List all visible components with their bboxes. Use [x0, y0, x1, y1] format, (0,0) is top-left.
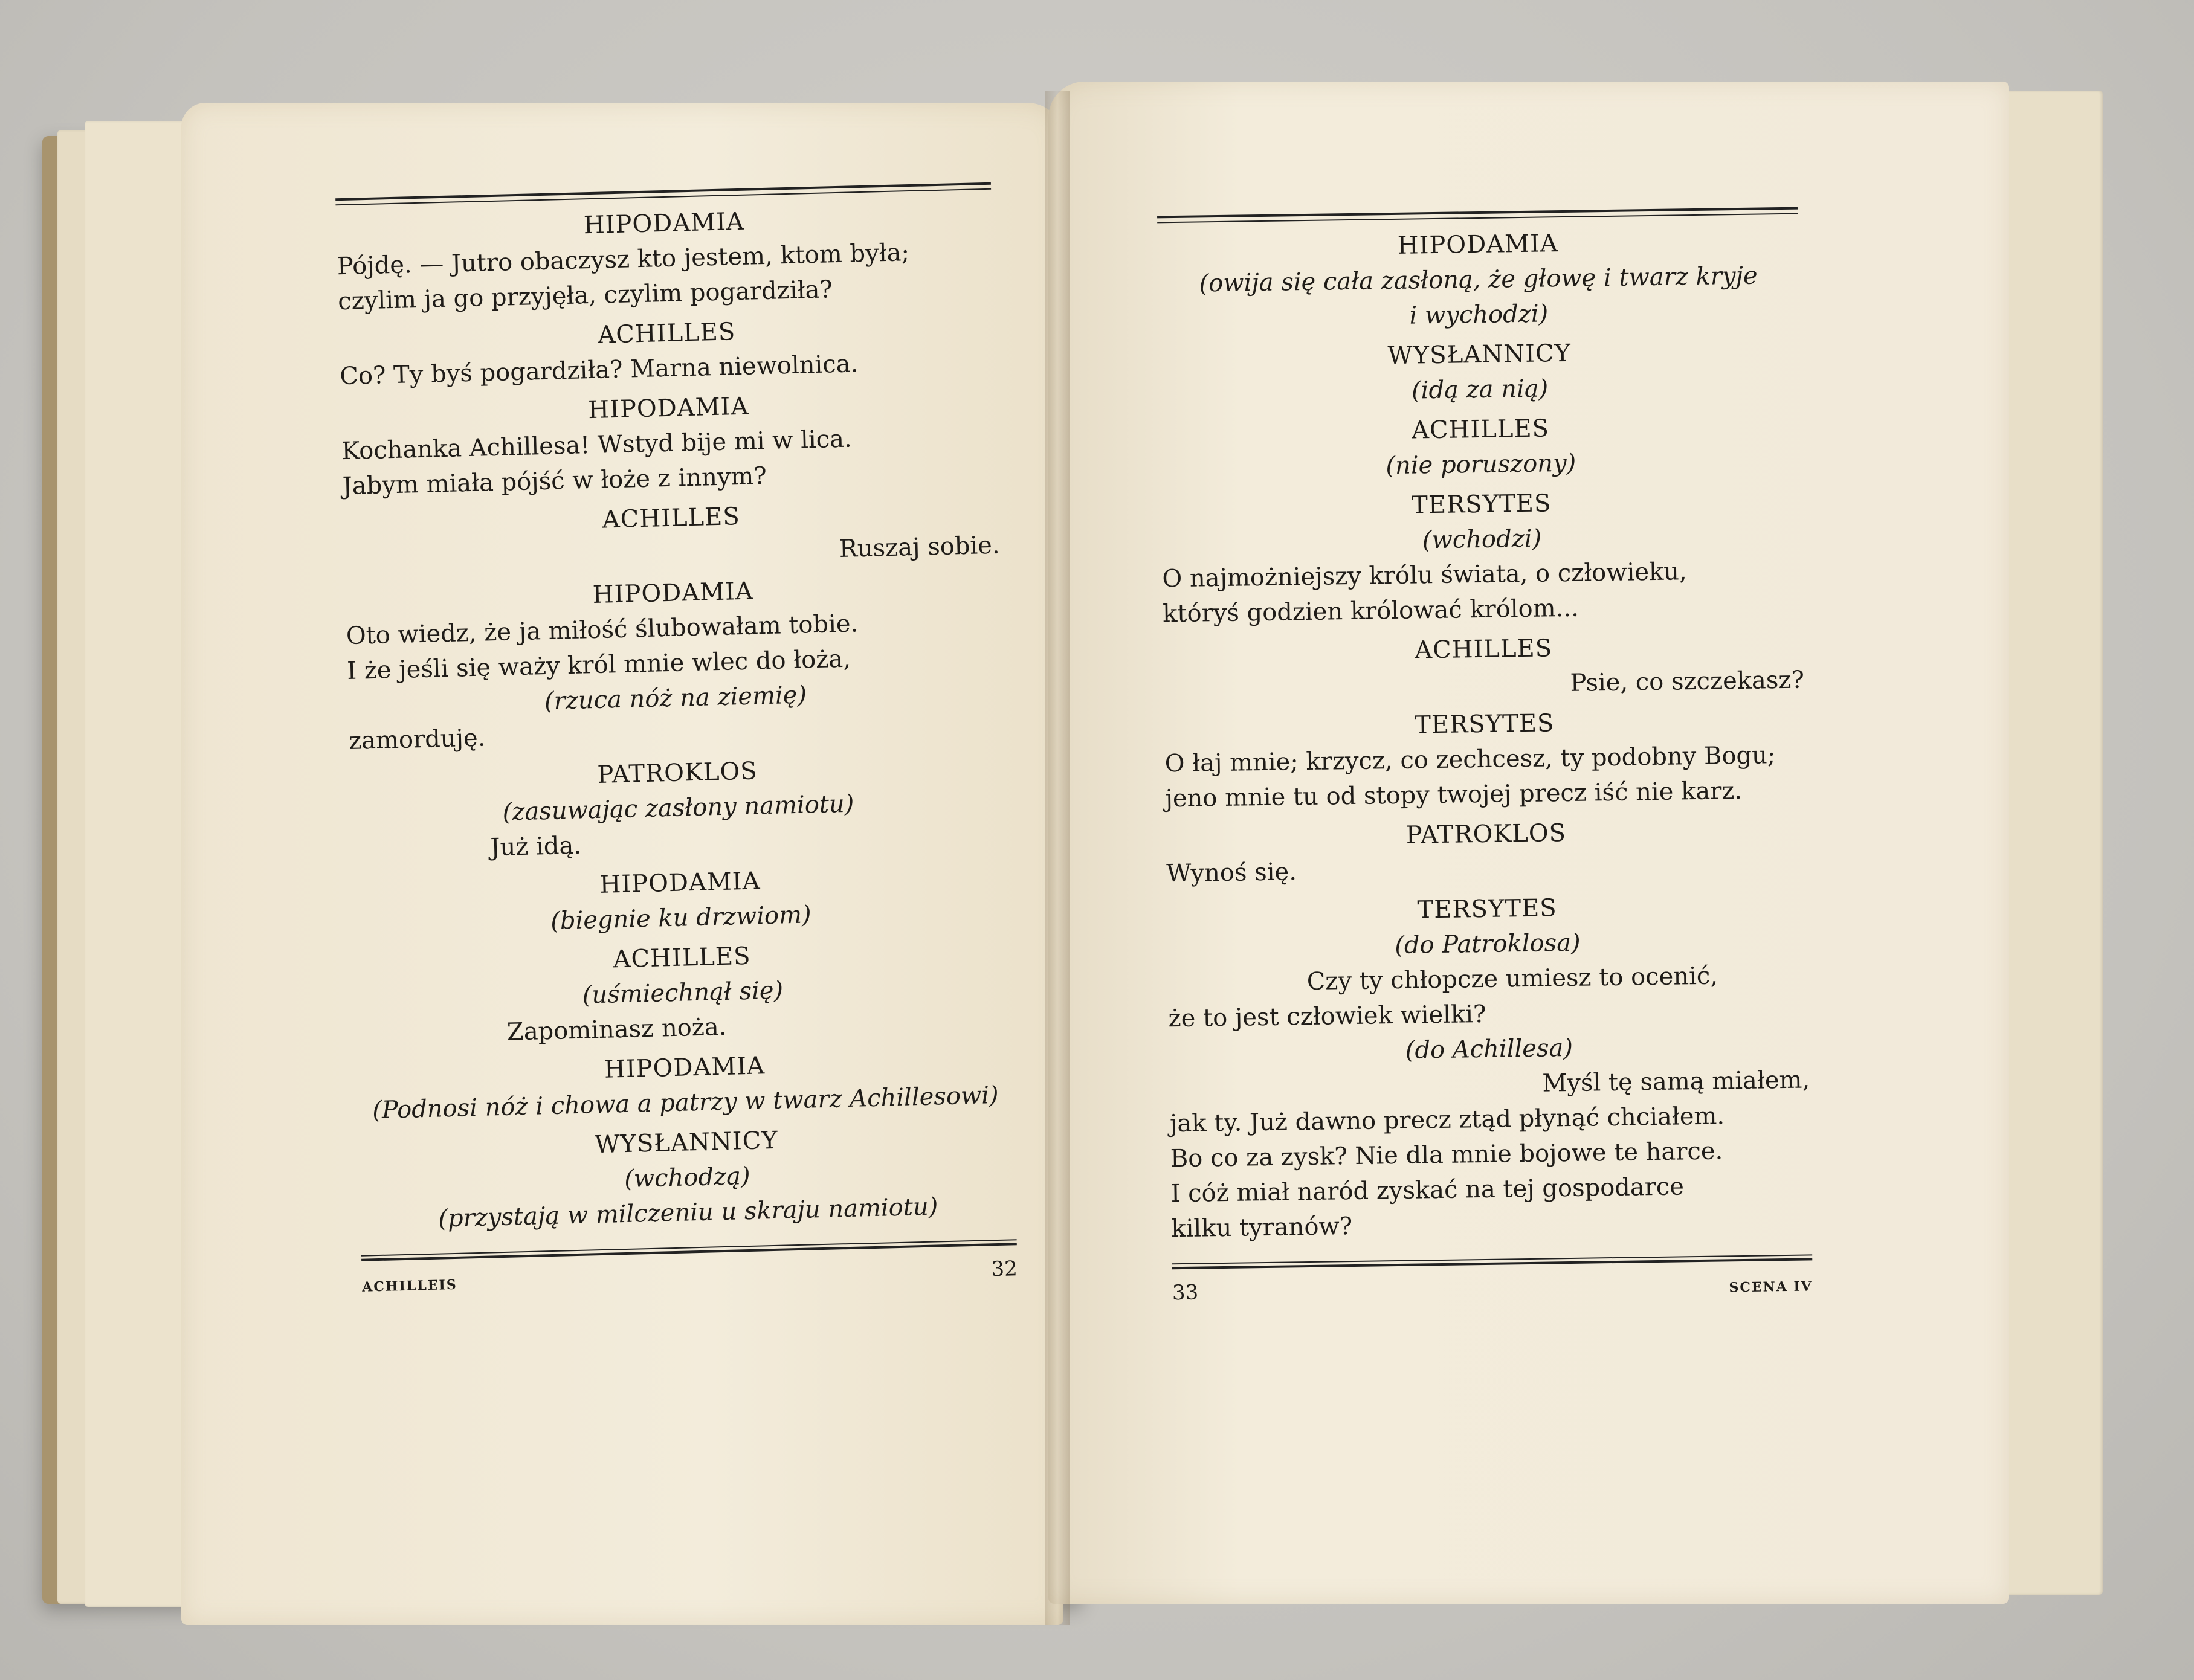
verse-line: że to jest człowiek wielki?	[1168, 1000, 1486, 1033]
verse-line: kilku tyranów?	[1171, 1212, 1353, 1243]
verse-line: O najmożniejszy królu świata, o człowieku,	[1162, 558, 1688, 593]
speaker-name: HIPODAMIA	[604, 1052, 766, 1084]
book-gutter	[1045, 91, 1070, 1625]
page-number: 33	[1172, 1280, 1199, 1305]
stage-direction: (wchodzą)	[624, 1162, 751, 1194]
verse-line: Już idą.	[489, 831, 582, 862]
verse-line: Co? Ty byś pogardziła? Marna niewolnica.	[339, 350, 859, 391]
verse-line: czylim ja go przyjęła, czylim pogardziła?	[337, 275, 833, 316]
speaker-name: PATROKLOS	[596, 757, 758, 789]
verse-line: Bo co za zysk? Nie dla mnie bojowe te harce.	[1170, 1137, 1723, 1173]
running-title: ACHILLEIS	[361, 1276, 458, 1295]
stage-direction: (zasuwając zasłony namiotu)	[502, 790, 854, 826]
speaker-name: ACHILLES	[597, 318, 736, 349]
page-number: 32	[991, 1257, 1018, 1282]
speaker-name: TERSYTES	[1414, 709, 1555, 739]
running-title: SCENA IV	[1729, 1278, 1813, 1296]
stage-direction: (wchodzi)	[1422, 524, 1542, 555]
stage-direction: (idą za nią)	[1411, 375, 1549, 405]
verse-line: Czy ty chłopcze umiesz to ocenić,	[1306, 962, 1718, 996]
verse-line: Wynoś się.	[1166, 858, 1297, 888]
verse-line: Oto wiedz, że ja miłość ślubowałam tobie.	[346, 610, 859, 651]
stage-direction: (do Patroklosa)	[1394, 929, 1581, 960]
left-page-text	[335, 182, 1018, 1305]
verse-line: I cóż miał naród zyskać na tej gospodarce	[1170, 1173, 1685, 1208]
stage-direction: (Podnosi nóż i chowa a patrzy w twarz Achillesowi)	[372, 1081, 999, 1125]
right-page-text	[1157, 207, 1813, 1313]
verse-line: Zapominasz noża.	[506, 1012, 727, 1046]
stage-direction: (nie poruszony)	[1386, 449, 1576, 480]
verse-line: O łaj mnie; krzycz, co zechcesz, ty podobny Bogu;	[1164, 741, 1776, 778]
speaker-name: TERSYTES	[1417, 894, 1557, 924]
verse-line: Ruszaj sobie.	[839, 531, 1001, 564]
verse-line: któryś godzien królować królom...	[1162, 594, 1579, 628]
speaker-name: TERSYTES	[1411, 489, 1552, 520]
left-page-blocks	[336, 198, 1016, 1238]
speaker-name: HIPODAMIA	[583, 207, 745, 240]
stage-direction: (owija się cała zasłoną, że głowę i twarz kryje	[1199, 262, 1758, 298]
right-page-blocks	[1157, 223, 1812, 1247]
stage-direction: (do Achillesa)	[1405, 1034, 1573, 1064]
speaker-name: ACHILLES	[613, 942, 752, 974]
stage-direction: (biegnie ku drzwiom)	[550, 901, 812, 935]
speaker-name: HIPODAMIA	[1397, 230, 1559, 260]
stage-direction: i wychodzi)	[1409, 300, 1549, 330]
speaker-name: PATROKLOS	[1405, 819, 1567, 849]
verse-line: Myśl tę samą miałem,	[1542, 1066, 1810, 1098]
verse-line: Pójdę. — Jutro obaczysz kto jestem, ktom była;	[337, 239, 910, 281]
verse-line: jeno mnie tu od stopy twojej precz iść nie karz.	[1165, 776, 1743, 813]
speaker-name: ACHILLES	[1414, 634, 1553, 665]
verse-line: zamorduję.	[348, 724, 486, 755]
speaker-name: ACHILLES	[1411, 414, 1550, 445]
verse-line: Jabym miała pójść w łoże z innym?	[342, 462, 767, 501]
speaker-name: WYSŁANNICY	[1387, 339, 1572, 370]
speaker-name: WYSŁANNICY	[594, 1126, 779, 1159]
stage-direction: (przystają w milczeniu u skraju namiotu)	[437, 1192, 938, 1233]
verse-line: jak ty. Już dawno precz ztąd płynąć chciałem.	[1169, 1102, 1725, 1138]
stage-direction: (uśmiechnął się)	[582, 976, 784, 1009]
verse-line: Psie, co szczekasz?	[1570, 666, 1805, 697]
verse-line: I że jeśli się waży król mnie wlec do łoża,	[346, 645, 851, 686]
verse-line: Kochanka Achillesa! Wstyd bije mi w lica.	[341, 425, 853, 466]
speaker-name: HIPODAMIA	[592, 577, 754, 610]
speaker-name: HIPODAMIA	[587, 392, 749, 425]
speaker-name: ACHILLES	[602, 503, 741, 534]
stage-direction: (rzuca nóż na ziemię)	[544, 681, 807, 716]
speaker-name: HIPODAMIA	[599, 867, 761, 899]
right-page-footer	[1172, 1254, 1813, 1313]
